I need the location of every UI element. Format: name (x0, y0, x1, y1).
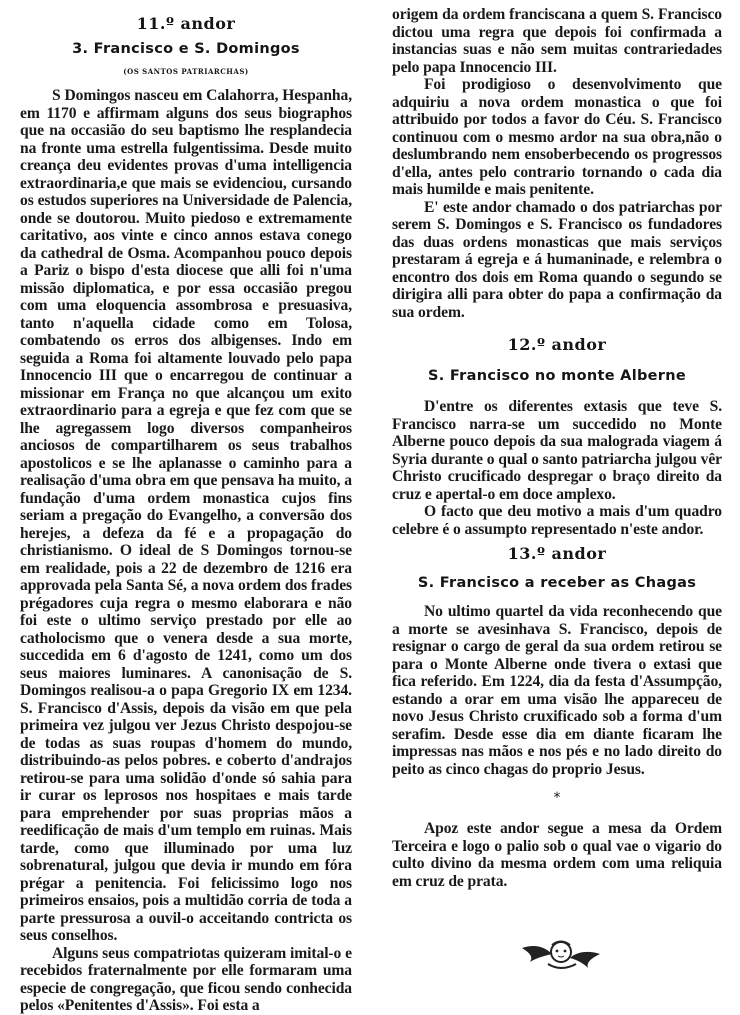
paragraph-domingos: S Domingos nasceu em Calahorra, Hespanha, em 1170 e affirmam alguns dos seus biographos que na occasião do seu baptismo lhe resplandecia na fronte uma estrella fulgentissima. Desde muito creança deu evidentes provas d'uma intelligencia extraordinaria,e que mais se evidenciou, cursando os estudos superiores na Universidade de Palencia, onde se doutorou. Muito piedoso e extremamente caritativo, aos vinte e cinco annos estava conego da cathedral de Osma. Acompanhou pouco depois a Pariz o bispo d'esta diocese que alli foi n'uma missão diplomatica, e por essa occasião pregou com uma eloquencia assombrosa e presuasiva, tanto n'aquella cidade como em Tolosa, combatendo os erros dos albigenses. Indo em seguida a Roma foi altamente louvado pelo papa Innocencio III que o encarregou de continuar a missionar em França no que alcançou um exito extraordinario para a egreja e que fez com que se lhe agregassem logo diversos companheiros anciosos de compartilharem os seus trabalhos apostolicos e se lhe aplanasse o caminho para a realisação d'uma obra em que pensava ha muito, a fundação d'uma ordem monastica cujos fins seriam a pregação do Evangelho, a conversão dos herejes, a defeza da fé e a propagação do christianismo. O ideal de S Domingos tornou-se em realidade, pois a 22 de dezembro de 1216 era approvada pela Santa Sé, a nova ordem dos frades prégadores cuja regra o mesmo elaborara e não foi este o ultimo serviço prestado por elle ao catholocismo que o venera desde a sua morte, succedida em 6 d'agosto de 1241, como um dos seus maiores luminares. A canonisação de S. Domingos realisou-a o papa Gregorio IX em 1234. S. Francisco d'Assis, depois da visão em que pela primeira vez julgou ver Jezus Christo despojou-se de todas as suas roupas d'homem do mundo, distribuindo-as pelos pobres. e coberto d'andrajos retirou-se para uma solidão d'onde só sahia para ir curar os leprosos nos hospitaes e mais tarde para emprehender por suas proprias mãos a reedificação de mais d'um templo em ruinas. Mais tarde, como que illuminado por uma luz sobrenatural, julgou que devia ir mundo em fóra prégar a penitencia. Foi felicissimo logo nos primeiros ensaios, pois a multidão corria de toda a parte pressurosa a ouvil-o acceitando contricta os seus conselhos. (20, 87, 352, 944)
paragraph-compatriotas: Alguns seus compatriotas quizeram imital-o e recebidos fraternalmente por elle formaram uma especie de congregação, que ficou sendo conhecida pelos «Penitentes d'Assis». Foi esta a (20, 944, 352, 1014)
subheading-andor-11: 3. Francisco e S. Domingos (72, 41, 300, 57)
cherub-ornament-icon (520, 938, 602, 972)
heading-andor-13: 13.º andor (507, 544, 607, 563)
heading-andor-11: 11.º andor (136, 14, 236, 33)
right-column (392, 0, 722, 890)
left-column (20, 0, 352, 1015)
subheading-andor-12: S. Francisco no monte Alberne (428, 368, 686, 384)
paragraph-extasis: D'entre os diferentes extasis que teve S. Francisco narra-se um succedido no Monte Alberne pouco depois da sua malograda viagem á Syria durante o qual o santo patriarcha julgou vêr Christo crucificado despregar o braço direito da cruz e apertal-o em doce amplexo. (392, 398, 722, 503)
subtitle-andor-11: (OS SANTOS PATRIARCHAS) (123, 67, 249, 76)
paragraph-origem: origem da ordem franciscana a quem S. Francisco dictou uma regra que depois foi confirmada a instancias suas e não sem muitas contrariedades pelo papa Innocencio III. (392, 6, 722, 76)
heading-andor-12: 12.º andor (507, 335, 607, 354)
separator-asterisk: * (553, 790, 561, 806)
paragraph-facto: O facto que deu motivo a mais d'um quadro celebre é o assumpto representado n'este andor. (392, 503, 722, 538)
subheading-andor-13: S. Francisco a receber as Chagas (417, 575, 697, 591)
paragraph-chagas: No ultimo quartel da vida reconhecendo que a morte se avesinhava S. Francisco, depois de resignar o cargo de geral da sua ordem retirou se para o Monte Alberne onde tivera o extasi que fica referido. Em 1224, dia da festa d'Assumpção, estando a orar em uma visão lhe appareceu de novo Jesus Christo cruxificado sob a forma d'um serafim. Desde esse dia em diante ficaram lhe impressas nas mãos e nos pés e no lado direito do peito as cinco chagas do proprio Jesus. (392, 603, 722, 778)
paragraph-closing: Apoz este andor segue a mesa da Ordem Terceira e logo o palio sob o qual vae o vigario do culto divino da mesma ordem com uma reliquia em cruz de prata. (392, 820, 722, 890)
paragraph-prodigioso: Foi prodigioso o desenvolvimento que adquiriu a nova ordem monastica o que foi attribuido por todos a favor do Céu. S. Francisco continuou com o mesmo ardor na sua obra,não o deslumbrando nem ensoberbecendo os progressos d'ella, antes pelo contrario tornando o cada dia mais humilde e mais penitente. (392, 76, 722, 198)
paragraph-patriarchas: E' este andor chamado o dos patriarchas por serem S. Domingos e S. Francisco os fundadores das duas ordens monasticas que mais serviços prestaram á egreja e á humaninade, e relembra o encontro dos dois em Roma quando o segundo se dirigira alli para obter do papa a confirmação da sua ordem. (392, 198, 722, 321)
